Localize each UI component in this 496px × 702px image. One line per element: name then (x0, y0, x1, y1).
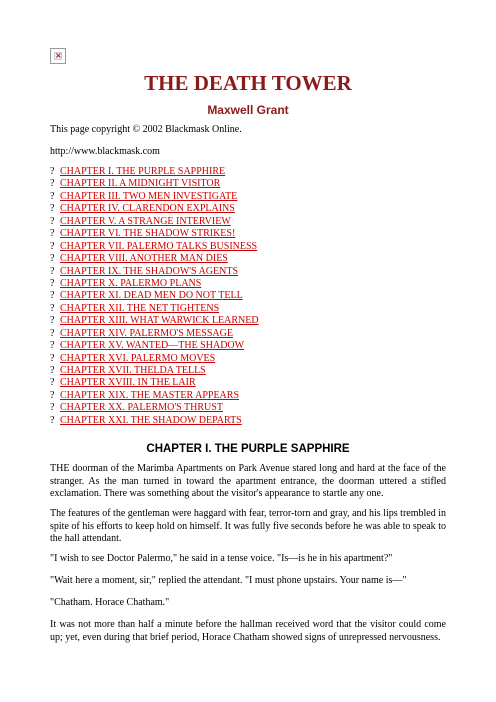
toc-bullet: ? (50, 315, 55, 327)
toc-item (50, 353, 259, 365)
toc-bullet: ? (50, 414, 55, 426)
toc-link-chapter-3[interactable]: CHAPTER III. TWO MEN INVESTIGATE (60, 190, 238, 202)
toc-bullet: ? (50, 389, 55, 401)
table-of-contents (50, 166, 259, 427)
toc-bullet: ? (50, 253, 55, 265)
toc-link-chapter-8[interactable]: CHAPTER VIII. ANOTHER MAN DIES (60, 253, 228, 265)
toc-item (50, 390, 259, 402)
broken-image-mark: × (55, 51, 62, 60)
body-paragraph: "Chatham. Horace Chatham." (50, 597, 170, 608)
toc-link-chapter-16[interactable]: CHAPTER XVI. PALERMO MOVES (60, 352, 216, 364)
toc-item (50, 178, 259, 190)
toc-item (50, 303, 259, 315)
toc-bullet: ? (50, 352, 55, 364)
toc-bullet: ? (50, 290, 55, 302)
toc-item (50, 278, 259, 290)
toc-link-chapter-12[interactable]: CHAPTER XII. THE NET TIGHTENS (60, 302, 220, 314)
body-paragraph: THE doorman of the Marimba Apartments on Park Avenue stared long and hard at the face of the stranger. As the man turned in toward the apartment entrance, the doorman uttered a stifled exclamation. There was something about the visitor's appearance to startle any one. (50, 463, 446, 500)
toc-bullet: ? (50, 277, 55, 289)
toc-item (50, 315, 259, 327)
copyright-notice: This page copyright © 2002 Blackmask Online. (50, 124, 242, 135)
toc-item (50, 340, 259, 352)
toc-link-chapter-6[interactable]: CHAPTER VI. THE SHADOW STRIKES! (60, 228, 236, 240)
toc-link-chapter-9[interactable]: CHAPTER IX. THE SHADOW'S AGENTS (60, 265, 239, 277)
toc-bullet: ? (50, 178, 55, 190)
book-title: THE DEATH TOWER (144, 71, 352, 95)
toc-bullet: ? (50, 166, 55, 177)
body-paragraph: "Wait here a moment, sir," replied the attendant. "I must phone upstairs. Your name is—" (50, 575, 407, 586)
toc-bullet: ? (50, 365, 55, 376)
toc-bullet: ? (50, 302, 55, 314)
toc-item (50, 216, 259, 228)
toc-item (50, 253, 259, 265)
toc-item (50, 402, 259, 414)
book-author: Maxwell Grant (207, 103, 289, 117)
toc-item (50, 191, 259, 203)
toc-bullet: ? (50, 190, 55, 202)
toc-bullet: ? (50, 240, 55, 252)
toc-bullet: ? (50, 265, 55, 277)
toc-bullet: ? (50, 228, 55, 240)
toc-item (50, 328, 259, 340)
toc-bullet: ? (50, 402, 55, 414)
toc-bullet: ? (50, 377, 55, 389)
body-paragraph: "I wish to see Doctor Palermo," he said in a tense voice. "Is—is he in his apartment?" (50, 553, 393, 564)
toc-bullet: ? (50, 215, 55, 227)
toc-link-chapter-17[interactable]: CHAPTER XVII. THELDA TELLS (60, 365, 206, 376)
toc-item (50, 203, 259, 215)
toc-link-chapter-4[interactable]: CHAPTER IV. CLARENDON EXPLAINS (60, 203, 235, 215)
toc-bullet: ? (50, 340, 55, 352)
body-paragraph: The features of the gentleman were haggard with fear, terror-torn and gray, and his lips trembled in spite of his efforts to keep hold on himself. It was fully five seconds before he was able to speak to the hall attendant. (50, 508, 446, 545)
toc-bullet: ? (50, 203, 55, 215)
toc-link-chapter-19[interactable]: CHAPTER XIX. THE MASTER APPEARS (60, 389, 240, 401)
toc-link-chapter-2[interactable]: CHAPTER II. A MIDNIGHT VISITOR (60, 178, 221, 190)
toc-link-chapter-5[interactable]: CHAPTER V. A STRANGE INTERVIEW (60, 215, 231, 227)
toc-item (50, 241, 259, 253)
broken-image-icon (50, 48, 66, 64)
toc-link-chapter-7[interactable]: CHAPTER VII. PALERMO TALKS BUSINESS (60, 240, 258, 252)
toc-link-chapter-1[interactable]: CHAPTER I. THE PURPLE SAPPHIRE (60, 166, 226, 177)
toc-item (50, 290, 259, 302)
chapter-heading: CHAPTER I. THE PURPLE SAPPHIRE (146, 443, 350, 455)
toc-link-chapter-21[interactable]: CHAPTER XXI. THE SHADOW DEPARTS (60, 414, 242, 426)
toc-link-chapter-14[interactable]: CHAPTER XIV. PALERMO'S MESSAGE (60, 327, 233, 339)
toc-item (50, 166, 259, 178)
toc-item (50, 377, 259, 389)
toc-item (50, 228, 259, 240)
toc-bullet: ? (50, 327, 55, 339)
toc-link-chapter-15[interactable]: CHAPTER XV. WANTED—THE SHADOW (60, 340, 245, 352)
toc-link-chapter-18[interactable]: CHAPTER XVIII. IN THE LAIR (60, 377, 196, 389)
toc-item (50, 266, 259, 278)
toc-item (50, 365, 259, 377)
toc-link-chapter-11[interactable]: CHAPTER XI. DEAD MEN DO NOT TELL (60, 290, 243, 302)
toc-link-chapter-13[interactable]: CHAPTER XIII. WHAT WARWICK LEARNED (60, 315, 259, 327)
website-url: http://www.blackmask.com (50, 146, 160, 157)
toc-link-chapter-10[interactable]: CHAPTER X. PALERMO PLANS (60, 277, 202, 289)
toc-item (50, 415, 259, 427)
body-paragraph: It was not more than half a minute before the hallman received word that the visitor could come up; yet, even during that brief period, Horace Chatham showed signs of unrepressed nervousness. (50, 619, 446, 643)
toc-link-chapter-20[interactable]: CHAPTER XX. PALERMO'S THRUST (60, 402, 223, 414)
